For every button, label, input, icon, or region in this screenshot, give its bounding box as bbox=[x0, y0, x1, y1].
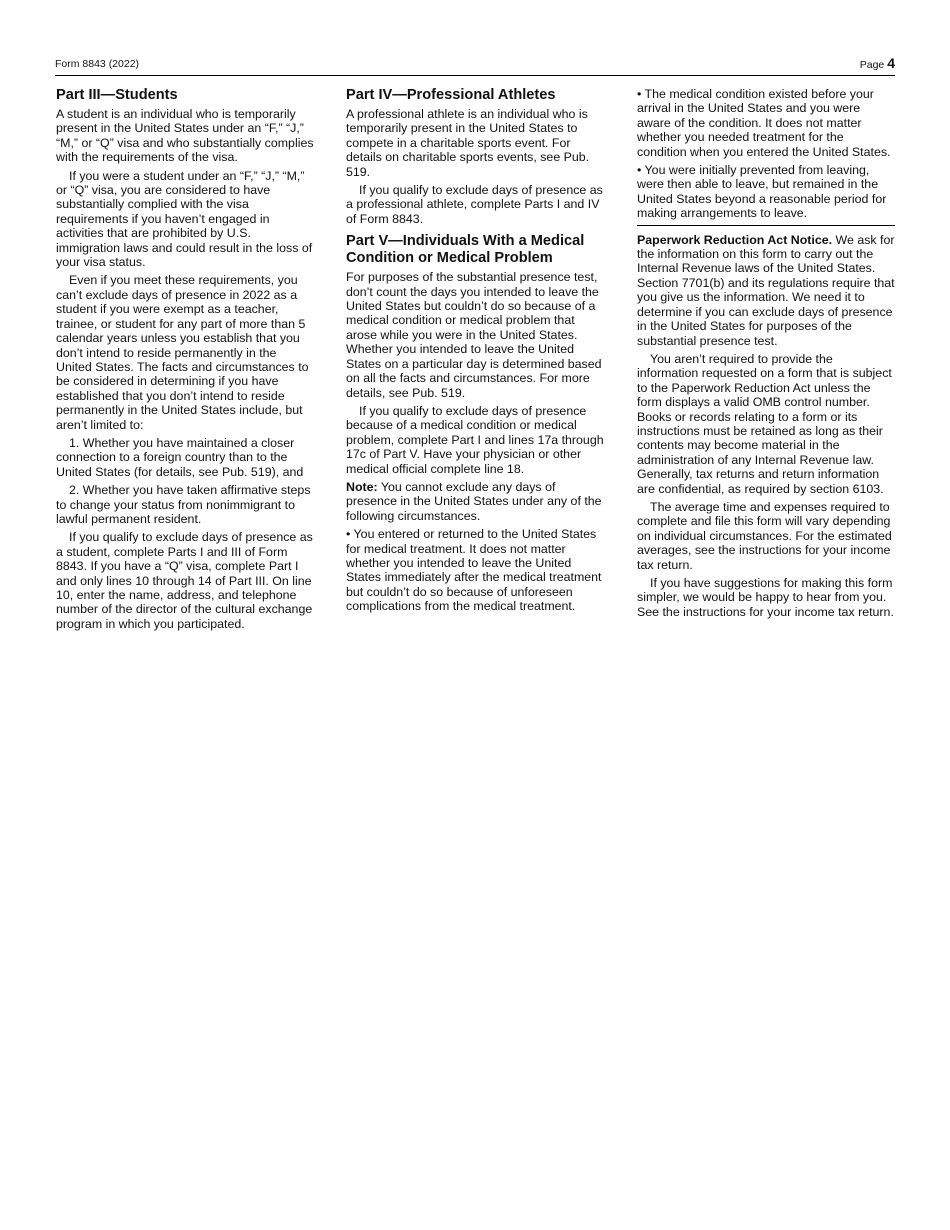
paperwork-paragraph bbox=[637, 233, 895, 348]
part5-note bbox=[346, 480, 606, 523]
part3-paragraph: A student is an individual who is temporarily present in the United States under an “F,” “J,” “M,” or “Q” visa and who substantially complies with the requirements of the visa. bbox=[56, 107, 314, 165]
paperwork-paragraph: The average time and expenses required to complete and file this form will vary depending on individual circumstances. For the estimated averages, see the instructions for your income tax return. bbox=[637, 499, 892, 572]
paperwork-paragraph: You aren’t required to provide the information requested on a form that is subject to the Paperwork Reduction Act unless the form displays a valid OMB control number. Books or records relating to a form or its instructions must be retained as long as their contents may become material in the administration of any Internal Revenue law. Generally, tax returns and return information are confidential, as required by section 6103. bbox=[637, 351, 892, 496]
part4-paragraph: A professional athlete is an individual who is temporarily present in the United States to compete in a charitable sports event. For details on charitable sports events, see Pub. 519. bbox=[346, 107, 590, 179]
part3-list-item: 1. Whether you have maintained a closer connection to a foreign country than to the United States (for details, see Pub. 519), and bbox=[56, 435, 304, 479]
part3-list-item: 2. Whether you have taken affirmative steps to change your status from nonimmigrant to lawful permanent resident. bbox=[56, 483, 311, 526]
paperwork-text: We ask for the information on this form to carry out the Internal Revenue laws of the United States. Section 7701(b) and its regulations require that you give us the information. We need it to determine if you can exclude days of presence in the United States for purposes of the substantial presence test. bbox=[637, 232, 895, 348]
part3-heading: Part III—Students bbox=[56, 87, 178, 103]
part5-paragraph: If you qualify to exclude days of presence because of a medical condition or medical problem, complete Part I and lines 17a through 17c of Part V. Have your physician or other medical official complete line 18. bbox=[346, 403, 604, 476]
page-label: Page bbox=[859, 59, 885, 71]
part4-paragraph: If you qualify to exclude days of presence as a professional athlete, complete Parts I and IV of Form 8843. bbox=[346, 183, 603, 226]
paperwork-paragraph: If you have suggestions for making this form simpler, we would be happy to hear from you. See the instructions for your income tax return. bbox=[637, 576, 894, 619]
part4-heading: Part IV—Professional Athletes bbox=[346, 87, 556, 103]
column-2 bbox=[346, 87, 606, 618]
part3-paragraph: Even if you meet these requirements, you can’t exclude days of presence in 2022 as a student if you were exempt as a teacher, trainee, or student for any part of more than 5 calendar years unless you establish that you don’t intend to reside permanently in the United States. The facts and circumstances to be considered in determining if you have established that you don’t intend to reside permanently in the United States include, but aren’t limited to: bbox=[56, 273, 309, 432]
form-id: Form 8843 (2022) bbox=[55, 58, 140, 70]
column-1 bbox=[56, 87, 314, 635]
paperwork-label: Paperwork Reduction Act Notice. bbox=[637, 232, 833, 247]
part3-paragraph: If you were a student under an “F,” “J,” “M,” or “Q” visa, you are considered to have substantially complied with the visa requirements if you haven’t engaged in activities that are prohibited by U.S. immigration laws and could result in the loss of your visa status. bbox=[56, 168, 313, 270]
part5-paragraph: For purposes of the substantial presence test, don’t count the days you intended to leave the United States but couldn’t do so because of a medical condition or medical problem that arose while you were in the United States. Whether you intended to leave the United States on a particular day is determined based on all the facts and circumstances. For more details, see Pub. 519. bbox=[346, 270, 602, 400]
note-label: Note: bbox=[346, 479, 378, 494]
page-number bbox=[860, 55, 895, 71]
page-number-value: 4 bbox=[887, 55, 895, 71]
part5-bullet: • The medical condition existed before your arrival in the United States and you were aware of the condition. It does not matter whether you needed treatment for the condition when you entered the United States. bbox=[637, 87, 891, 159]
note-text: You cannot exclude any days of presence in the United States under any of the following circumstances. bbox=[346, 479, 602, 523]
part5-heading: Part V—Individuals With a Medical Condition or Medical Problem bbox=[346, 233, 585, 267]
part5-bullet: • You were initially prevented from leaving, were then able to leave, but remained in the United States beyond a reasonable period for making arrangements to leave. bbox=[637, 163, 887, 221]
column-3 bbox=[637, 87, 895, 623]
part3-paragraph: If you qualify to exclude days of presence as a student, complete Parts I and III of Form 8843. If you have a “Q” visa, complete Part I and only lines 10 through 14 of Part III. On line 10, enter the name, address, and telephone number of the director of the cultural exchange program in which you participated. bbox=[56, 530, 313, 631]
page-header bbox=[55, 55, 895, 76]
section-divider bbox=[637, 225, 895, 226]
part5-bullet: • You entered or returned to the United States for medical treatment. It does not matter whether you intended to leave the United States immediately after the medical treatment but couldn’t do so because of unforeseen complications from the medical treatment. bbox=[346, 527, 602, 614]
